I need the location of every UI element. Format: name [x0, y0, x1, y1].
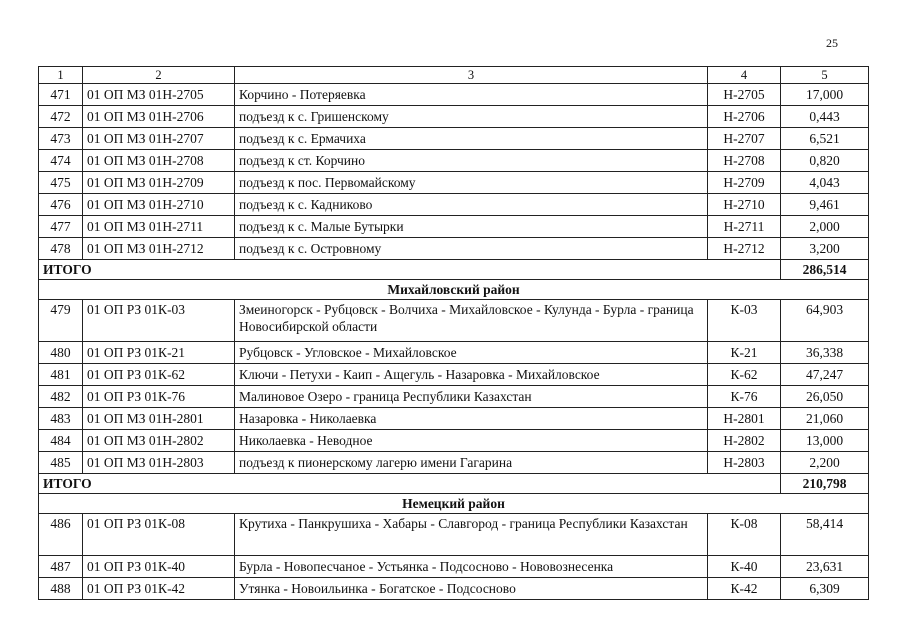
road-code: 01 ОП МЗ 01Н-2711: [83, 216, 235, 238]
road-id: Н-2707: [708, 128, 781, 150]
road-length: 26,050: [781, 386, 869, 408]
table-row: [39, 430, 869, 452]
road-length: 6,309: [781, 578, 869, 600]
road-code: 01 ОП МЗ 01Н-2709: [83, 172, 235, 194]
table-row: [39, 300, 869, 342]
table-row: [39, 84, 869, 106]
district-title: Немецкий район: [39, 494, 869, 514]
table-row: [39, 514, 869, 556]
road-id: Н-2705: [708, 84, 781, 106]
road-length: 13,000: [781, 430, 869, 452]
road-code: 01 ОП МЗ 01Н-2708: [83, 150, 235, 172]
road-name: Змеиногорск - Рубцовск - Волчиха - Михайловское - Кулунда - Бурла - граница Новосибирской области: [235, 300, 708, 342]
row-number: 481: [39, 364, 83, 386]
road-code: 01 ОП МЗ 01Н-2707: [83, 128, 235, 150]
road-length: 17,000: [781, 84, 869, 106]
road-name: Крутиха - Панкрушиха - Хабары - Славгород - граница Республики Казахстан: [235, 514, 708, 556]
road-length: 3,200: [781, 238, 869, 260]
total-value: 210,798: [781, 474, 869, 494]
road-name: Корчино - Потеряевка: [235, 84, 708, 106]
table-row: [39, 578, 869, 600]
road-length: 6,521: [781, 128, 869, 150]
row-number: 488: [39, 578, 83, 600]
row-number: 476: [39, 194, 83, 216]
header-row: [39, 67, 869, 84]
road-id: Н-2802: [708, 430, 781, 452]
row-number: 483: [39, 408, 83, 430]
row-number: 482: [39, 386, 83, 408]
road-name: подъезд к с. Гришенскому: [235, 106, 708, 128]
road-name: Николаевка - Неводное: [235, 430, 708, 452]
road-code: 01 ОП МЗ 01Н-2712: [83, 238, 235, 260]
page-number: 25: [826, 36, 838, 50]
road-length: 36,338: [781, 342, 869, 364]
road-id: К-08: [708, 514, 781, 556]
road-name: Рубцовск - Угловское - Михайловское: [235, 342, 708, 364]
road-length: 2,200: [781, 452, 869, 474]
road-id: К-21: [708, 342, 781, 364]
road-length: 47,247: [781, 364, 869, 386]
total-label: ИТОГО: [39, 474, 781, 494]
roads-table: [38, 66, 869, 600]
row-number: 473: [39, 128, 83, 150]
road-name: Утянка - Новоильинка - Богатское - Подсосново: [235, 578, 708, 600]
row-number: 486: [39, 514, 83, 556]
road-id: Н-2711: [708, 216, 781, 238]
road-length: 23,631: [781, 556, 869, 578]
total-value: 286,514: [781, 260, 869, 280]
road-name: подъезд к с. Ермачиха: [235, 128, 708, 150]
road-id: Н-2710: [708, 194, 781, 216]
header-cell: 5: [781, 67, 869, 84]
row-number: 475: [39, 172, 83, 194]
road-length: 2,000: [781, 216, 869, 238]
road-code: 01 ОП МЗ 01Н-2705: [83, 84, 235, 106]
road-name: подъезд к с. Малые Бутырки: [235, 216, 708, 238]
road-name: Бурла - Новопесчаное - Устьянка - Подсосново - Нововознесенка: [235, 556, 708, 578]
road-length: 0,443: [781, 106, 869, 128]
road-name: подъезд к с. Кадниково: [235, 194, 708, 216]
road-name: Назаровка - Николаевка: [235, 408, 708, 430]
table-row: [39, 172, 869, 194]
road-name: подъезд к ст. Корчино: [235, 150, 708, 172]
table-row: [39, 556, 869, 578]
road-code: 01 ОП РЗ 01К-21: [83, 342, 235, 364]
row-number: 485: [39, 452, 83, 474]
header-cell: 2: [83, 67, 235, 84]
total-row: [39, 260, 869, 280]
road-code: 01 ОП РЗ 01К-03: [83, 300, 235, 342]
header-cell: 3: [235, 67, 708, 84]
road-name: подъезд к с. Островному: [235, 238, 708, 260]
road-code: 01 ОП РЗ 01К-40: [83, 556, 235, 578]
road-code: 01 ОП МЗ 01Н-2706: [83, 106, 235, 128]
row-number: 484: [39, 430, 83, 452]
table-row: [39, 408, 869, 430]
table-row: [39, 364, 869, 386]
row-number: 472: [39, 106, 83, 128]
road-id: Н-2709: [708, 172, 781, 194]
table-row: [39, 106, 869, 128]
road-code: 01 ОП МЗ 01Н-2710: [83, 194, 235, 216]
table-row: [39, 238, 869, 260]
road-code: 01 ОП РЗ 01К-62: [83, 364, 235, 386]
table-row: [39, 342, 869, 364]
road-id: К-40: [708, 556, 781, 578]
road-id: К-42: [708, 578, 781, 600]
table-row: [39, 128, 869, 150]
row-number: 479: [39, 300, 83, 342]
road-code: 01 ОП МЗ 01Н-2803: [83, 452, 235, 474]
table-row: [39, 150, 869, 172]
road-id: К-03: [708, 300, 781, 342]
district-title: Михайловский район: [39, 280, 869, 300]
road-id: Н-2803: [708, 452, 781, 474]
road-name: подъезд к пионерскому лагерю имени Гагарина: [235, 452, 708, 474]
district-row: [39, 280, 869, 300]
row-number: 477: [39, 216, 83, 238]
road-length: 9,461: [781, 194, 869, 216]
road-length: 21,060: [781, 408, 869, 430]
road-name: подъезд к пос. Первомайскому: [235, 172, 708, 194]
table-row: [39, 216, 869, 238]
table-row: [39, 386, 869, 408]
road-name: Малиновое Озеро - граница Республики Казахстан: [235, 386, 708, 408]
row-number: 474: [39, 150, 83, 172]
row-number: 478: [39, 238, 83, 260]
district-row: [39, 494, 869, 514]
table-row: [39, 452, 869, 474]
road-id: К-76: [708, 386, 781, 408]
road-id: Н-2712: [708, 238, 781, 260]
road-code: 01 ОП РЗ 01К-76: [83, 386, 235, 408]
road-id: Н-2801: [708, 408, 781, 430]
road-id: Н-2706: [708, 106, 781, 128]
road-length: 58,414: [781, 514, 869, 556]
header-cell: 1: [39, 67, 83, 84]
road-code: 01 ОП МЗ 01Н-2802: [83, 430, 235, 452]
road-id: К-62: [708, 364, 781, 386]
road-code: 01 ОП РЗ 01К-42: [83, 578, 235, 600]
total-row: [39, 474, 869, 494]
road-length: 4,043: [781, 172, 869, 194]
road-code: 01 ОП МЗ 01Н-2801: [83, 408, 235, 430]
header-cell: 4: [708, 67, 781, 84]
road-id: Н-2708: [708, 150, 781, 172]
row-number: 471: [39, 84, 83, 106]
total-label: ИТОГО: [39, 260, 781, 280]
road-code: 01 ОП РЗ 01К-08: [83, 514, 235, 556]
row-number: 487: [39, 556, 83, 578]
road-length: 64,903: [781, 300, 869, 342]
table-row: [39, 194, 869, 216]
road-length: 0,820: [781, 150, 869, 172]
road-name: Ключи - Петухи - Каип - Ащегуль - Назаровка - Михайловское: [235, 364, 708, 386]
row-number: 480: [39, 342, 83, 364]
